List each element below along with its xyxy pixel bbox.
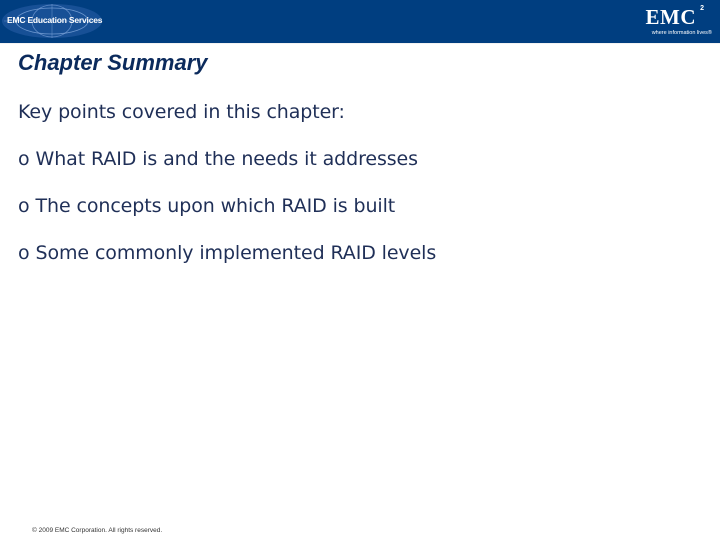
bullet-text: The concepts upon which RAID is built [35,195,396,217]
bullet-item [18,148,418,170]
edu-logo-text: EMC Education Services [7,15,103,25]
bullet-text: Some commonly implemented RAID levels [35,242,437,264]
emc-education-services-logo [2,3,107,39]
emc-tagline: where information lives® [651,30,712,36]
header-band [0,0,720,44]
bullet-item [18,195,395,217]
bullet-item [18,242,436,264]
copyright-footer: © 2009 EMC Corporation. All rights reserved. [32,527,163,534]
emc-brand-superscript: 2 [700,5,704,12]
bullet-marker: o [18,242,30,264]
emc-logo [632,4,714,39]
bullet-marker: o [18,148,30,170]
emc-brand-name: EMC [645,5,696,29]
bullet-marker: o [18,195,30,217]
intro-text: Key points covered in this chapter: [18,101,345,123]
slide-title: Chapter Summary [18,50,208,75]
bullet-text: What RAID is and the needs it addresses [35,148,418,170]
